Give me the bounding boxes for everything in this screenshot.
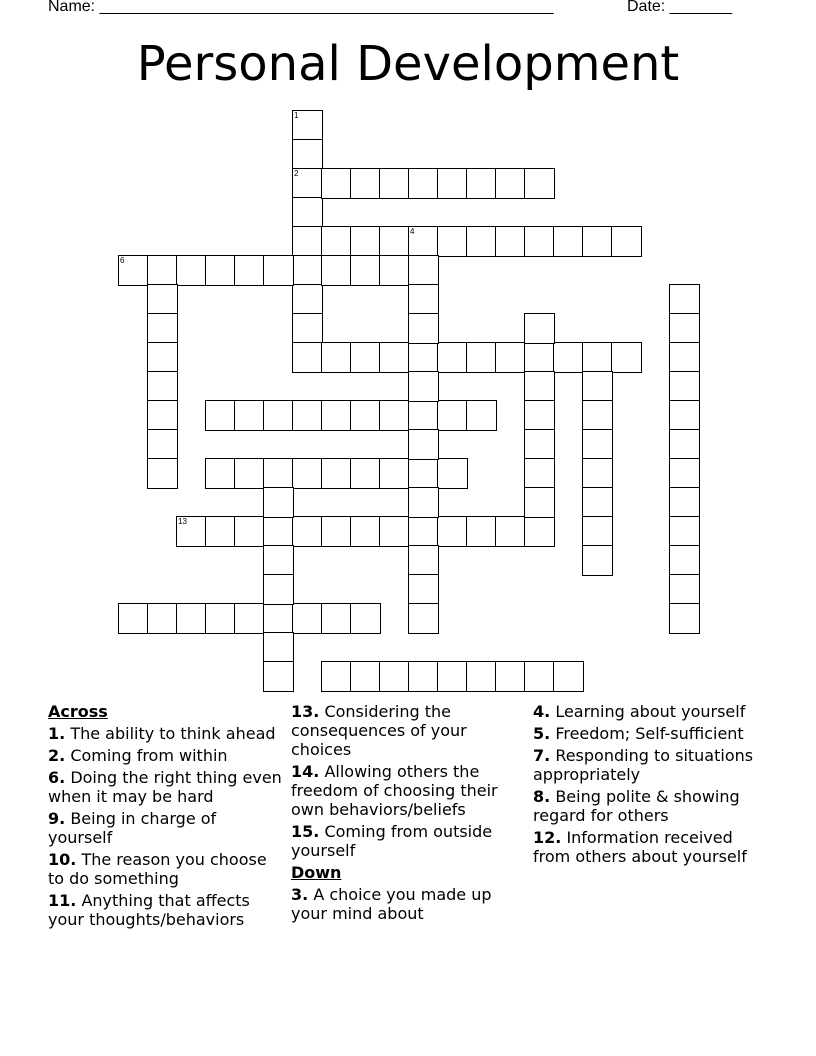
grid-cell[interactable] <box>408 487 439 518</box>
grid-cell[interactable] <box>350 458 381 489</box>
grid-cell[interactable] <box>524 371 555 402</box>
grid-cell[interactable] <box>408 429 439 460</box>
grid-cell[interactable] <box>263 255 294 286</box>
clue-number: 13 <box>178 517 187 526</box>
grid-cell[interactable] <box>147 429 178 460</box>
clues-column-2 <box>291 702 531 926</box>
grid-cell[interactable] <box>147 603 178 634</box>
grid-cell[interactable] <box>524 516 555 547</box>
grid-cell[interactable] <box>234 255 265 286</box>
grid-cell[interactable] <box>321 342 352 373</box>
grid-cell[interactable] <box>321 458 352 489</box>
clue-across-1: 1. The ability to think ahead <box>48 724 276 743</box>
grid-cell[interactable] <box>524 429 555 460</box>
grid-cell[interactable] <box>147 342 178 373</box>
grid-cell[interactable] <box>466 661 497 692</box>
grid-cell[interactable] <box>292 400 323 431</box>
grid-cell[interactable] <box>582 226 613 257</box>
grid-cell[interactable] <box>321 400 352 431</box>
grid-cell[interactable] <box>669 429 700 460</box>
grid-cell[interactable] <box>147 284 178 315</box>
page-title: Personal Development <box>136 36 680 92</box>
grid-cell[interactable] <box>669 574 700 605</box>
grid-cell[interactable] <box>495 516 526 547</box>
across-heading: Across <box>48 702 108 721</box>
grid-cell[interactable] <box>263 574 294 605</box>
grid-cell[interactable] <box>408 574 439 605</box>
grid-cell[interactable] <box>466 168 497 199</box>
clue-down-3: 3. A choice you made up your mind about <box>291 885 492 923</box>
grid-cell[interactable] <box>292 255 323 286</box>
grid-cell[interactable] <box>408 603 439 634</box>
grid-cell[interactable] <box>321 661 352 692</box>
grid-cell[interactable] <box>379 255 410 286</box>
grid-cell[interactable] <box>466 342 497 373</box>
grid-cell[interactable] <box>582 400 613 431</box>
grid-cell[interactable] <box>408 661 439 692</box>
grid-cell[interactable] <box>408 458 439 489</box>
grid-cell[interactable] <box>379 168 410 199</box>
grid-cell[interactable] <box>350 226 381 257</box>
grid-cell[interactable] <box>292 313 323 344</box>
clue-across-14: 14. Allowing others the freedom of choosing their own behaviors/beliefs <box>291 762 498 819</box>
grid-cell[interactable] <box>379 661 410 692</box>
grid-cell[interactable] <box>408 342 439 373</box>
grid-cell[interactable] <box>118 255 149 286</box>
grid-cell[interactable] <box>292 342 323 373</box>
grid-cell[interactable] <box>263 632 294 663</box>
grid-cell[interactable] <box>437 342 468 373</box>
grid-cell[interactable] <box>321 168 352 199</box>
grid-cell[interactable] <box>321 603 352 634</box>
grid-cell[interactable] <box>611 342 642 373</box>
grid-cell[interactable] <box>321 226 352 257</box>
grid-cell[interactable] <box>234 603 265 634</box>
grid-cell[interactable] <box>466 516 497 547</box>
grid-cell[interactable] <box>582 516 613 547</box>
grid-cell[interactable] <box>147 255 178 286</box>
grid-cell[interactable] <box>147 400 178 431</box>
grid-cell[interactable] <box>176 255 207 286</box>
clue-number: 6 <box>120 256 125 265</box>
grid-cell[interactable] <box>379 516 410 547</box>
grid-cell[interactable] <box>379 458 410 489</box>
grid-cell[interactable] <box>524 313 555 344</box>
grid-cell[interactable] <box>408 545 439 576</box>
grid-cell[interactable] <box>437 226 468 257</box>
grid-cell[interactable] <box>408 516 439 547</box>
grid-cell[interactable] <box>669 313 700 344</box>
grid-cell[interactable] <box>582 429 613 460</box>
grid-cell[interactable] <box>524 487 555 518</box>
grid-cell[interactable] <box>292 168 323 199</box>
grid-cell[interactable] <box>669 371 700 402</box>
grid-cell[interactable] <box>205 255 236 286</box>
grid-cell[interactable] <box>582 342 613 373</box>
grid-cell[interactable] <box>437 458 468 489</box>
grid-cell[interactable] <box>669 487 700 518</box>
clues-column-1 <box>48 702 284 932</box>
grid-cell[interactable] <box>495 661 526 692</box>
grid-cell[interactable] <box>176 516 207 547</box>
grid-cell[interactable] <box>553 342 584 373</box>
grid-cell[interactable] <box>524 458 555 489</box>
grid-cell[interactable] <box>408 400 439 431</box>
grid-cell[interactable] <box>263 603 294 634</box>
clue-down-7: 7. Responding to situations appropriately <box>533 746 754 784</box>
grid-cell[interactable] <box>408 255 439 286</box>
grid-cell[interactable] <box>263 661 294 692</box>
grid-cell[interactable] <box>553 226 584 257</box>
grid-cell[interactable] <box>437 400 468 431</box>
grid-cell[interactable] <box>408 226 439 257</box>
grid-cell[interactable] <box>234 458 265 489</box>
clues-column-3 <box>533 702 773 869</box>
grid-cell[interactable] <box>669 516 700 547</box>
grid-cell[interactable] <box>292 458 323 489</box>
grid-cell[interactable] <box>466 400 497 431</box>
grid-cell[interactable] <box>263 400 294 431</box>
date-field[interactable]: Date: _______ <box>627 0 732 15</box>
grid-cell[interactable] <box>669 458 700 489</box>
grid-cell[interactable] <box>495 168 526 199</box>
grid-cell[interactable] <box>205 400 236 431</box>
grid-cell[interactable] <box>321 516 352 547</box>
grid-cell[interactable] <box>582 458 613 489</box>
grid-cell[interactable] <box>582 371 613 402</box>
grid-cell[interactable] <box>466 226 497 257</box>
clue-down-8: 8. Being polite & showing regard for others <box>533 787 740 825</box>
grid-cell[interactable] <box>553 661 584 692</box>
grid-cell[interactable] <box>669 342 700 373</box>
grid-cell[interactable] <box>292 284 323 315</box>
grid-cell[interactable] <box>379 226 410 257</box>
grid-cell[interactable] <box>524 168 555 199</box>
clue-number: 2 <box>294 169 299 178</box>
clue-across-2: 2. Coming from within <box>48 746 228 765</box>
clue-across-6: 6. Doing the right thing even when it may be hard <box>48 768 282 806</box>
grid-cell[interactable] <box>263 516 294 547</box>
grid-cell[interactable] <box>263 458 294 489</box>
grid-cell[interactable] <box>118 603 149 634</box>
grid-cell[interactable] <box>669 400 700 431</box>
clue-down-5: 5. Freedom; Self-sufficient <box>533 724 744 743</box>
grid-cell[interactable] <box>524 342 555 373</box>
grid-cell[interactable] <box>350 516 381 547</box>
down-heading: Down <box>291 863 342 882</box>
grid-cell[interactable] <box>234 516 265 547</box>
grid-cell[interactable] <box>437 516 468 547</box>
grid-cell[interactable] <box>263 545 294 576</box>
grid-cell[interactable] <box>495 226 526 257</box>
clue-across-13: 13. Considering the consequences of your choices <box>291 702 467 759</box>
grid-cell[interactable] <box>524 226 555 257</box>
clue-number: 4 <box>410 227 415 236</box>
grid-cell[interactable] <box>408 168 439 199</box>
grid-cell[interactable] <box>292 139 323 170</box>
name-field[interactable]: Name: ___________________________________________________ <box>48 0 554 15</box>
grid-cell[interactable] <box>669 545 700 576</box>
grid-cell[interactable] <box>350 255 381 286</box>
grid-cell[interactable] <box>350 168 381 199</box>
grid-cell[interactable] <box>408 284 439 315</box>
grid-cell[interactable] <box>147 371 178 402</box>
grid-cell[interactable] <box>176 603 207 634</box>
clue-across-9: 9. Being in charge of yourself <box>48 809 217 847</box>
clue-across-15: 15. Coming from outside yourself <box>291 822 493 860</box>
grid-cell[interactable] <box>350 661 381 692</box>
grid-cell[interactable] <box>147 458 178 489</box>
clue-down-4: 4. Learning about yourself <box>533 702 746 721</box>
grid-cell[interactable] <box>292 197 323 228</box>
grid-cell[interactable] <box>379 400 410 431</box>
grid-cell[interactable] <box>292 516 323 547</box>
grid-cell[interactable] <box>495 342 526 373</box>
grid-cell[interactable] <box>437 661 468 692</box>
grid-cell[interactable] <box>582 487 613 518</box>
grid-cell[interactable] <box>292 603 323 634</box>
grid-cell[interactable] <box>205 603 236 634</box>
grid-cell[interactable] <box>263 487 294 518</box>
grid-cell[interactable] <box>524 661 555 692</box>
clue-across-10: 10. The reason you choose to do something <box>48 850 267 888</box>
clue-number: 1 <box>294 111 299 120</box>
grid-cell[interactable] <box>205 458 236 489</box>
grid-cell[interactable] <box>234 400 265 431</box>
grid-cell[interactable] <box>437 168 468 199</box>
grid-cell[interactable] <box>611 226 642 257</box>
grid-cell[interactable] <box>350 342 381 373</box>
grid-cell[interactable] <box>292 226 323 257</box>
grid-cell[interactable] <box>147 313 178 344</box>
clue-across-11: 11. Anything that affects your thoughts/behaviors <box>48 891 250 929</box>
grid-cell[interactable] <box>669 603 700 634</box>
grid-cell[interactable] <box>524 400 555 431</box>
grid-cell[interactable] <box>350 400 381 431</box>
clue-down-12: 12. Information received from others about yourself <box>533 828 747 866</box>
grid-cell[interactable] <box>350 603 381 634</box>
grid-cell[interactable] <box>408 371 439 402</box>
grid-cell[interactable] <box>408 313 439 344</box>
grid-cell[interactable] <box>669 284 700 315</box>
grid-cell[interactable] <box>292 110 323 141</box>
grid-cell[interactable] <box>582 545 613 576</box>
grid-cell[interactable] <box>205 516 236 547</box>
grid-cell[interactable] <box>379 342 410 373</box>
grid-cell[interactable] <box>321 255 352 286</box>
